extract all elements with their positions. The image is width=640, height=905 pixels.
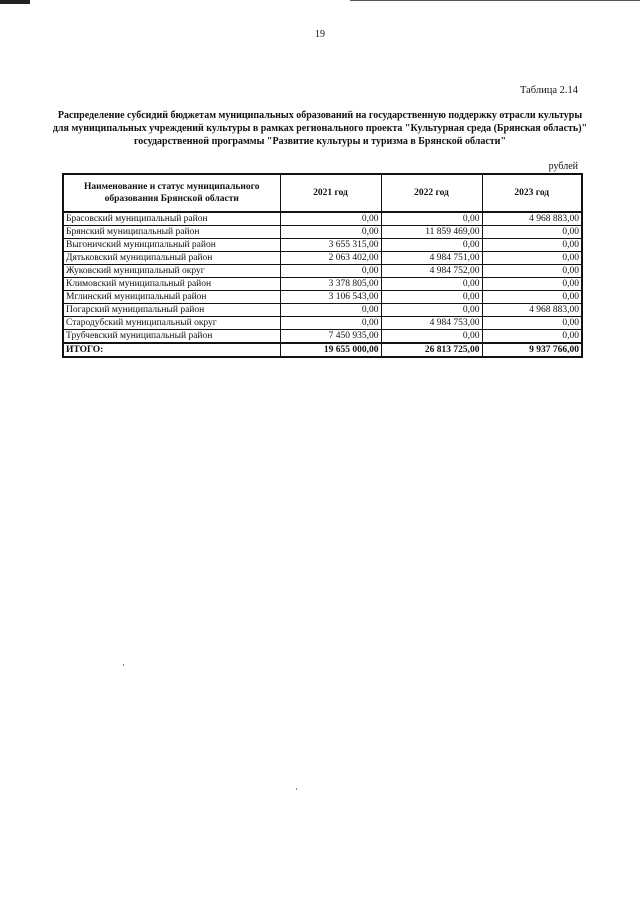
cell-municipality: Погарский муниципальный район <box>63 304 280 317</box>
table-row <box>63 239 582 252</box>
cell-municipality: Трубчевский муниципальный район <box>63 330 280 344</box>
table-row <box>63 252 582 265</box>
cell-2023: 0,00 <box>482 239 582 252</box>
header-2022: 2022 год <box>381 174 482 212</box>
cell-municipality: Климовский муниципальный район <box>63 278 280 291</box>
cell-2022: 0,00 <box>381 212 482 226</box>
cell-2023: 0,00 <box>482 317 582 330</box>
scan-corner-mark <box>0 0 30 4</box>
cell-2021: 7 450 935,00 <box>280 330 381 344</box>
cell-2022: 4 984 752,00 <box>381 265 482 278</box>
cell-2023: 0,00 <box>482 330 582 344</box>
table-label: Таблица 2.14 <box>519 85 578 96</box>
cell-2022: 0,00 <box>381 291 482 304</box>
cell-2021: 2 063 402,00 <box>280 252 381 265</box>
cell-2023: 4 968 883,00 <box>482 304 582 317</box>
table-row <box>63 212 582 226</box>
cell-2023: 0,00 <box>482 278 582 291</box>
cell-2022: 4 984 751,00 <box>381 252 482 265</box>
cell-2021: 3 106 543,00 <box>280 291 381 304</box>
cell-2022: 11 859 469,00 <box>381 226 482 239</box>
scan-speck <box>296 788 297 790</box>
cell-municipality: Жуковский муниципальный округ <box>63 265 280 278</box>
subsidy-table <box>62 173 583 358</box>
units-label: рублей <box>548 161 578 172</box>
header-2023: 2023 год <box>482 174 582 212</box>
table-row <box>63 291 582 304</box>
cell-municipality: Дятьковский муниципальный район <box>63 252 280 265</box>
cell-2022: 0,00 <box>381 278 482 291</box>
cell-municipality: Выгоничский муниципальный район <box>63 239 280 252</box>
cell-2021: 3 378 805,00 <box>280 278 381 291</box>
cell-municipality: Брасовский муниципальный район <box>63 212 280 226</box>
cell-2023: 0,00 <box>482 265 582 278</box>
cell-2021: 0,00 <box>280 265 381 278</box>
cell-2022: 0,00 <box>381 330 482 344</box>
page-number: 19 <box>315 29 325 40</box>
cell-2022: 0,00 <box>381 239 482 252</box>
table-row <box>63 330 582 344</box>
header-municipality: Наименование и статус муниципального образования Брянской области <box>63 174 280 212</box>
table-header-row <box>63 174 582 212</box>
cell-2021: 0,00 <box>280 304 381 317</box>
table-row <box>63 226 582 239</box>
cell-2021: 0,00 <box>280 226 381 239</box>
document-title: Распределение субсидий бюджетам муниципальных образований на государственную поддержку отрасли культуры для муниципальных учреждений культуры в рамках регионального проекта "Культурная среда (Брянская область)" государственной программы "Развитие культуры и туризма в Брянской области" <box>52 110 588 147</box>
cell-2021: 3 655 315,00 <box>280 239 381 252</box>
cell-municipality: Мглинский муниципальный район <box>63 291 280 304</box>
total-label: ИТОГО: <box>63 343 280 357</box>
cell-2023: 0,00 <box>482 226 582 239</box>
scan-speck <box>123 664 124 666</box>
total-2023: 9 937 766,00 <box>482 343 582 357</box>
table-total-row <box>63 343 582 357</box>
table-row <box>63 304 582 317</box>
cell-2023: 4 968 883,00 <box>482 212 582 226</box>
cell-2022: 4 984 753,00 <box>381 317 482 330</box>
scan-top-rule <box>350 0 640 1</box>
cell-2021: 0,00 <box>280 317 381 330</box>
cell-2023: 0,00 <box>482 291 582 304</box>
header-2021: 2021 год <box>280 174 381 212</box>
cell-municipality: Стародубский муниципальный округ <box>63 317 280 330</box>
total-2021: 19 655 000,00 <box>280 343 381 357</box>
table-row <box>63 317 582 330</box>
cell-municipality: Брянский муниципальный район <box>63 226 280 239</box>
cell-2021: 0,00 <box>280 212 381 226</box>
total-2022: 26 813 725,00 <box>381 343 482 357</box>
cell-2022: 0,00 <box>381 304 482 317</box>
cell-2023: 0,00 <box>482 252 582 265</box>
table-row <box>63 265 582 278</box>
table-row <box>63 278 582 291</box>
